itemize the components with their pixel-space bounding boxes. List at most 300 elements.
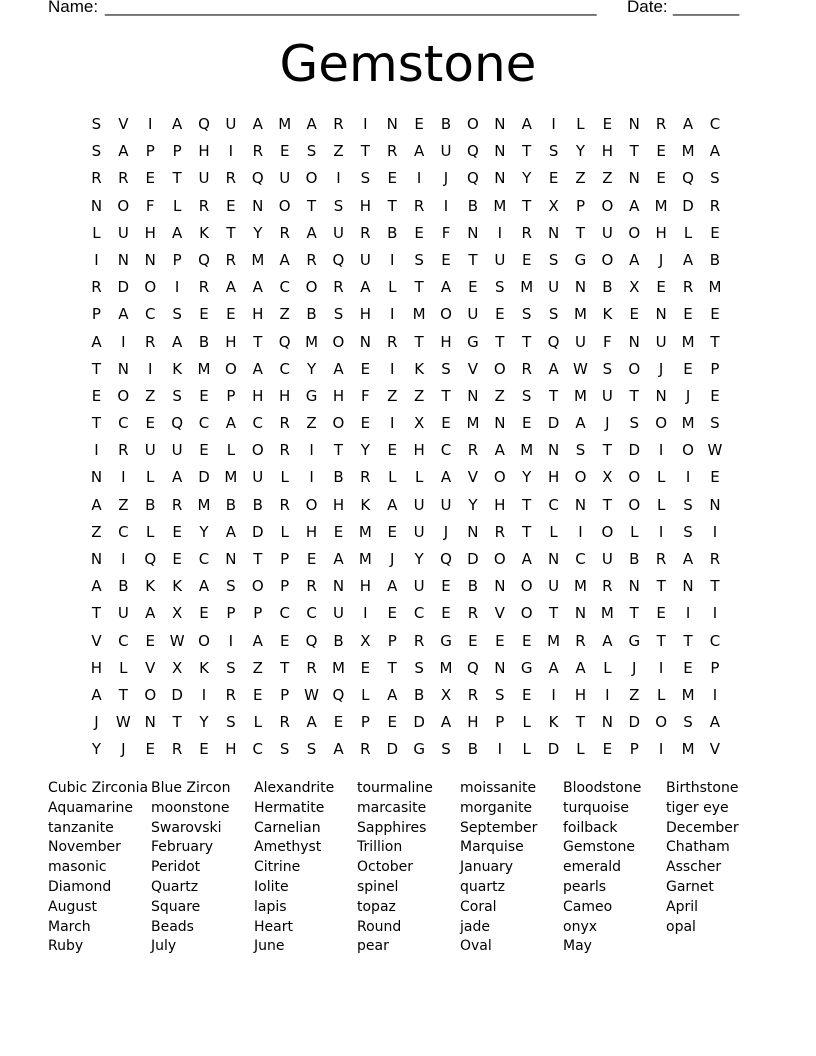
grid-letter[interactable]: Y: [253, 223, 263, 242]
grid-letter[interactable]: I: [228, 631, 234, 650]
grid-letter[interactable]: I: [363, 604, 368, 623]
grid-letter[interactable]: E: [441, 250, 451, 269]
grid-letter[interactable]: T: [468, 250, 478, 269]
grid-letter[interactable]: S: [441, 359, 451, 378]
grid-letter[interactable]: H: [225, 332, 237, 351]
grid-letter[interactable]: I: [336, 169, 341, 188]
grid-letter[interactable]: R: [306, 577, 317, 596]
grid-letter[interactable]: A: [494, 441, 505, 460]
grid-letter[interactable]: O: [117, 386, 130, 405]
grid-letter[interactable]: U: [144, 441, 156, 460]
grid-letter[interactable]: E: [91, 386, 102, 405]
grid-letter[interactable]: O: [467, 115, 479, 133]
grid-letter[interactable]: R: [225, 169, 237, 188]
grid-letter[interactable]: R: [279, 713, 290, 732]
grid-letter[interactable]: N: [547, 550, 560, 568]
grid-letter[interactable]: I: [658, 658, 664, 677]
grid-letter[interactable]: M: [574, 305, 587, 324]
grid-letter[interactable]: L: [656, 468, 666, 487]
grid-letter[interactable]: E: [683, 305, 693, 324]
grid-letter[interactable]: R: [198, 278, 210, 297]
grid-letter[interactable]: V: [91, 631, 102, 650]
grid-letter[interactable]: E: [602, 740, 613, 759]
grid-letter[interactable]: Z: [145, 386, 156, 405]
grid-letter[interactable]: T: [629, 142, 639, 161]
grid-letter[interactable]: E: [333, 522, 344, 541]
grid-letter[interactable]: R: [225, 685, 237, 704]
grid-letter[interactable]: N: [628, 577, 640, 596]
grid-letter[interactable]: O: [493, 468, 506, 487]
grid-letter[interactable]: R: [709, 196, 721, 215]
grid-letter[interactable]: W: [304, 685, 319, 704]
grid-letter[interactable]: S: [683, 522, 693, 541]
grid-letter[interactable]: U: [252, 468, 264, 487]
grid-letter[interactable]: T: [280, 658, 290, 677]
grid-letter[interactable]: A: [306, 115, 317, 133]
grid-letter[interactable]: M: [251, 250, 265, 269]
grid-letter[interactable]: W: [115, 713, 131, 732]
grid-letter[interactable]: C: [118, 414, 129, 433]
grid-letter[interactable]: R: [413, 631, 425, 650]
grid-letter[interactable]: R: [521, 223, 532, 242]
grid-letter[interactable]: D: [547, 740, 560, 759]
grid-letter[interactable]: O: [520, 577, 533, 596]
grid-letter[interactable]: C: [709, 631, 721, 650]
grid-letter[interactable]: A: [91, 495, 102, 514]
grid-letter[interactable]: X: [548, 196, 559, 215]
grid-letter[interactable]: B: [602, 278, 613, 297]
grid-letter[interactable]: Z: [629, 685, 640, 704]
grid-letter[interactable]: N: [467, 386, 479, 405]
grid-letter[interactable]: N: [547, 223, 560, 242]
grid-letter[interactable]: Z: [413, 386, 425, 405]
grid-letter[interactable]: B: [709, 250, 721, 269]
grid-letter[interactable]: E: [521, 631, 532, 650]
grid-letter[interactable]: T: [253, 332, 263, 351]
grid-letter[interactable]: H: [655, 223, 667, 242]
grid-letter[interactable]: R: [655, 115, 667, 133]
grid-letter[interactable]: T: [575, 713, 586, 732]
grid-letter[interactable]: N: [117, 359, 129, 378]
grid-letter[interactable]: R: [387, 332, 398, 351]
grid-letter[interactable]: N: [574, 604, 587, 623]
grid-letter[interactable]: N: [494, 658, 506, 677]
grid-letter[interactable]: S: [602, 359, 613, 378]
grid-letter[interactable]: N: [494, 115, 506, 133]
grid-letter[interactable]: A: [629, 196, 640, 215]
grid-letter[interactable]: B: [467, 196, 479, 215]
grid-letter[interactable]: O: [117, 196, 130, 215]
grid-letter[interactable]: L: [280, 468, 289, 487]
grid-letter[interactable]: B: [467, 740, 479, 759]
grid-letter[interactable]: L: [549, 522, 558, 541]
date-field-line[interactable]: _______: [673, 0, 740, 16]
grid-letter[interactable]: M: [278, 115, 292, 133]
grid-letter[interactable]: L: [280, 522, 289, 541]
grid-letter[interactable]: M: [305, 332, 319, 351]
grid-letter[interactable]: U: [467, 305, 479, 324]
grid-letter[interactable]: N: [601, 713, 613, 732]
grid-letter[interactable]: T: [656, 577, 666, 596]
grid-letter[interactable]: H: [601, 142, 613, 161]
grid-letter[interactable]: S: [548, 142, 559, 161]
grid-letter[interactable]: R: [306, 658, 317, 677]
grid-letter[interactable]: X: [171, 658, 183, 677]
grid-letter[interactable]: Z: [118, 495, 129, 514]
grid-letter[interactable]: T: [522, 522, 532, 541]
grid-letter[interactable]: F: [441, 223, 451, 242]
grid-letter[interactable]: L: [683, 223, 693, 242]
grid-letter[interactable]: T: [387, 658, 397, 677]
grid-letter[interactable]: K: [360, 495, 371, 514]
grid-letter[interactable]: T: [172, 169, 182, 188]
grid-letter[interactable]: L: [576, 115, 585, 133]
grid-letter[interactable]: N: [574, 278, 587, 297]
grid-letter[interactable]: A: [252, 278, 263, 297]
grid-letter[interactable]: M: [439, 658, 453, 677]
grid-letter[interactable]: S: [548, 250, 559, 269]
grid-letter[interactable]: O: [332, 332, 345, 351]
grid-letter[interactable]: A: [387, 685, 398, 704]
grid-letter[interactable]: A: [91, 685, 102, 704]
grid-letter[interactable]: U: [574, 332, 586, 351]
grid-letter[interactable]: Y: [414, 550, 424, 568]
grid-letter[interactable]: A: [225, 414, 237, 433]
grid-letter[interactable]: M: [708, 278, 722, 297]
grid-letter[interactable]: M: [197, 359, 211, 378]
grid-letter[interactable]: L: [146, 468, 155, 487]
grid-letter[interactable]: O: [224, 359, 237, 378]
grid-letter[interactable]: C: [279, 359, 290, 378]
grid-letter[interactable]: C: [413, 604, 425, 623]
grid-letter[interactable]: N: [90, 196, 103, 215]
grid-letter[interactable]: J: [632, 658, 637, 677]
grid-letter[interactable]: T: [710, 577, 720, 596]
grid-letter[interactable]: O: [520, 604, 533, 623]
grid-letter[interactable]: L: [522, 713, 531, 732]
grid-letter[interactable]: I: [228, 142, 234, 161]
grid-letter[interactable]: D: [117, 278, 130, 297]
grid-letter[interactable]: T: [441, 386, 451, 405]
grid-letter[interactable]: I: [94, 250, 99, 269]
grid-letter[interactable]: A: [440, 468, 452, 487]
grid-letter[interactable]: U: [117, 223, 129, 242]
grid-letter[interactable]: J: [443, 522, 449, 541]
grid-letter[interactable]: Z: [575, 169, 586, 188]
grid-letter[interactable]: Q: [547, 332, 560, 351]
grid-letter[interactable]: H: [574, 685, 587, 704]
grid-letter[interactable]: D: [682, 196, 694, 215]
grid-letter[interactable]: C: [709, 115, 721, 133]
grid-letter[interactable]: E: [279, 142, 290, 161]
grid-letter[interactable]: O: [251, 577, 264, 596]
grid-letter[interactable]: T: [629, 604, 639, 623]
grid-letter[interactable]: L: [576, 740, 585, 759]
grid-letter[interactable]: R: [494, 522, 506, 541]
grid-letter[interactable]: A: [91, 577, 102, 596]
grid-letter[interactable]: B: [629, 550, 640, 568]
grid-letter[interactable]: Z: [602, 169, 613, 188]
grid-letter[interactable]: S: [683, 495, 693, 514]
grid-letter[interactable]: I: [121, 332, 126, 351]
grid-letter[interactable]: G: [413, 740, 425, 759]
grid-letter[interactable]: S: [414, 250, 424, 269]
grid-letter[interactable]: Y: [522, 468, 532, 487]
grid-letter[interactable]: E: [253, 685, 263, 704]
grid-letter[interactable]: E: [279, 631, 290, 650]
grid-letter[interactable]: T: [414, 332, 424, 351]
grid-letter[interactable]: S: [226, 713, 236, 732]
grid-letter[interactable]: E: [172, 550, 182, 568]
grid-letter[interactable]: E: [468, 278, 478, 297]
grid-letter[interactable]: A: [387, 577, 398, 596]
grid-letter[interactable]: T: [387, 196, 397, 215]
grid-letter[interactable]: B: [387, 223, 398, 242]
grid-letter[interactable]: U: [494, 250, 506, 269]
grid-letter[interactable]: J: [658, 359, 664, 378]
grid-letter[interactable]: R: [360, 468, 371, 487]
grid-letter[interactable]: M: [466, 414, 480, 433]
grid-letter[interactable]: I: [309, 468, 314, 487]
grid-letter[interactable]: R: [225, 250, 237, 269]
grid-letter[interactable]: E: [468, 631, 478, 650]
grid-letter[interactable]: N: [494, 142, 506, 161]
grid-letter[interactable]: P: [360, 713, 370, 732]
grid-letter[interactable]: L: [414, 468, 424, 487]
grid-letter[interactable]: G: [440, 631, 452, 650]
grid-letter[interactable]: K: [199, 223, 209, 242]
grid-letter[interactable]: Q: [144, 550, 157, 568]
grid-letter[interactable]: V: [467, 359, 479, 378]
grid-letter[interactable]: I: [605, 685, 610, 704]
grid-letter[interactable]: A: [252, 359, 263, 378]
grid-letter[interactable]: L: [253, 713, 262, 732]
grid-letter[interactable]: X: [440, 685, 452, 704]
grid-letter[interactable]: M: [358, 550, 372, 568]
grid-letter[interactable]: N: [655, 305, 667, 324]
grid-letter[interactable]: E: [306, 550, 317, 568]
grid-letter[interactable]: L: [603, 658, 612, 677]
grid-letter[interactable]: N: [90, 550, 103, 568]
grid-letter[interactable]: N: [467, 223, 479, 242]
grid-letter[interactable]: K: [172, 577, 183, 596]
grid-letter[interactable]: H: [547, 468, 560, 487]
grid-letter[interactable]: K: [172, 359, 183, 378]
grid-letter[interactable]: K: [199, 658, 209, 677]
grid-letter[interactable]: Y: [575, 142, 586, 161]
grid-letter[interactable]: E: [145, 169, 155, 188]
grid-letter[interactable]: E: [710, 305, 720, 324]
grid-letter[interactable]: O: [601, 250, 614, 269]
grid-letter[interactable]: P: [629, 740, 639, 759]
grid-letter[interactable]: U: [440, 495, 452, 514]
grid-letter[interactable]: B: [440, 115, 452, 133]
grid-letter[interactable]: A: [279, 250, 290, 269]
grid-letter[interactable]: I: [390, 305, 395, 324]
grid-letter[interactable]: G: [628, 631, 641, 650]
grid-letter[interactable]: T: [172, 713, 182, 732]
grid-letter[interactable]: I: [578, 522, 583, 541]
grid-letter[interactable]: A: [306, 713, 317, 732]
grid-letter[interactable]: U: [655, 332, 667, 351]
grid-letter[interactable]: I: [363, 115, 368, 133]
grid-letter[interactable]: O: [628, 223, 641, 242]
grid-letter[interactable]: Q: [332, 685, 345, 704]
grid-letter[interactable]: H: [198, 142, 210, 161]
grid-letter[interactable]: Y: [199, 713, 209, 732]
grid-letter[interactable]: E: [360, 414, 371, 433]
grid-letter[interactable]: U: [440, 142, 452, 161]
grid-letter[interactable]: U: [548, 278, 560, 297]
grid-letter[interactable]: P: [172, 142, 182, 161]
grid-letter[interactable]: I: [390, 414, 395, 433]
grid-letter[interactable]: M: [331, 658, 345, 677]
grid-letter[interactable]: C: [118, 522, 129, 541]
grid-letter[interactable]: S: [495, 685, 505, 704]
grid-letter[interactable]: G: [520, 658, 533, 677]
grid-letter[interactable]: A: [225, 278, 237, 297]
grid-letter[interactable]: L: [119, 658, 128, 677]
grid-letter[interactable]: T: [253, 550, 263, 568]
grid-letter[interactable]: D: [628, 713, 641, 732]
grid-letter[interactable]: O: [305, 495, 318, 514]
grid-letter[interactable]: H: [413, 441, 425, 460]
grid-letter[interactable]: E: [414, 223, 424, 242]
grid-letter[interactable]: U: [279, 169, 291, 188]
grid-letter[interactable]: U: [601, 550, 613, 568]
grid-letter[interactable]: H: [359, 196, 371, 215]
grid-letter[interactable]: B: [306, 305, 317, 324]
grid-letter[interactable]: J: [443, 169, 449, 188]
grid-letter[interactable]: E: [710, 223, 720, 242]
grid-letter[interactable]: Z: [387, 386, 398, 405]
grid-letter[interactable]: V: [145, 658, 156, 677]
grid-letter[interactable]: B: [413, 685, 425, 704]
grid-letter[interactable]: V: [709, 740, 721, 759]
grid-letter[interactable]: A: [145, 604, 156, 623]
grid-letter[interactable]: H: [305, 522, 318, 541]
grid-letter[interactable]: T: [549, 604, 559, 623]
grid-letter[interactable]: P: [226, 386, 236, 405]
grid-letter[interactable]: M: [520, 278, 534, 297]
grid-letter[interactable]: M: [574, 386, 587, 405]
grid-letter[interactable]: I: [685, 468, 691, 487]
grid-letter[interactable]: H: [252, 305, 264, 324]
grid-letter[interactable]: R: [118, 441, 129, 460]
grid-letter[interactable]: C: [306, 604, 317, 623]
grid-letter[interactable]: I: [174, 278, 180, 297]
grid-letter[interactable]: P: [91, 305, 101, 324]
grid-letter[interactable]: V: [118, 115, 129, 133]
grid-letter[interactable]: E: [145, 414, 155, 433]
grid-letter[interactable]: E: [199, 441, 209, 460]
grid-letter[interactable]: X: [171, 604, 183, 623]
grid-letter[interactable]: M: [197, 495, 211, 514]
grid-letter[interactable]: S: [226, 577, 236, 596]
grid-letter[interactable]: T: [118, 685, 128, 704]
grid-letter[interactable]: O: [601, 196, 614, 215]
grid-letter[interactable]: H: [332, 495, 345, 514]
grid-letter[interactable]: N: [90, 468, 103, 487]
grid-letter[interactable]: I: [390, 359, 395, 378]
grid-letter[interactable]: R: [91, 278, 102, 297]
grid-letter[interactable]: A: [440, 713, 452, 732]
grid-letter[interactable]: R: [279, 495, 290, 514]
grid-letter[interactable]: Y: [468, 495, 478, 514]
grid-letter[interactable]: I: [551, 685, 556, 704]
grid-letter[interactable]: A: [118, 142, 129, 161]
grid-letter[interactable]: E: [629, 305, 639, 324]
grid-letter[interactable]: N: [359, 332, 371, 351]
grid-letter[interactable]: E: [521, 250, 532, 269]
grid-letter[interactable]: R: [91, 169, 102, 188]
grid-letter[interactable]: Q: [467, 658, 479, 677]
grid-letter[interactable]: S: [548, 305, 559, 324]
grid-letter[interactable]: O: [682, 441, 694, 460]
grid-letter[interactable]: L: [522, 740, 531, 759]
grid-letter[interactable]: R: [171, 495, 183, 514]
grid-letter[interactable]: S: [91, 142, 102, 161]
grid-letter[interactable]: E: [495, 305, 505, 324]
grid-letter[interactable]: O: [655, 713, 668, 732]
grid-letter[interactable]: U: [413, 522, 425, 541]
grid-letter[interactable]: N: [682, 577, 694, 596]
grid-letter[interactable]: S: [279, 740, 290, 759]
grid-letter[interactable]: I: [416, 169, 422, 188]
grid-letter[interactable]: C: [548, 495, 559, 514]
grid-letter[interactable]: A: [414, 142, 425, 161]
grid-letter[interactable]: M: [412, 305, 426, 324]
grid-letter[interactable]: L: [630, 522, 639, 541]
grid-letter[interactable]: U: [601, 223, 613, 242]
grid-letter[interactable]: S: [441, 740, 451, 759]
grid-letter[interactable]: E: [656, 142, 666, 161]
grid-letter[interactable]: A: [575, 658, 586, 677]
grid-letter[interactable]: J: [605, 414, 610, 433]
grid-letter[interactable]: R: [387, 142, 398, 161]
grid-letter[interactable]: F: [145, 196, 155, 215]
grid-letter[interactable]: P: [280, 550, 290, 568]
grid-letter[interactable]: N: [332, 577, 345, 596]
grid-letter[interactable]: Q: [332, 250, 345, 269]
grid-letter[interactable]: T: [549, 386, 559, 405]
grid-letter[interactable]: U: [548, 577, 560, 596]
grid-letter[interactable]: K: [602, 305, 613, 324]
grid-letter[interactable]: D: [171, 685, 183, 704]
grid-letter[interactable]: N: [628, 169, 640, 188]
grid-letter[interactable]: G: [574, 250, 587, 269]
grid-letter[interactable]: E: [333, 713, 344, 732]
grid-letter[interactable]: O: [655, 414, 668, 433]
grid-letter[interactable]: N: [467, 522, 479, 541]
grid-letter[interactable]: N: [494, 414, 506, 433]
grid-letter[interactable]: E: [683, 658, 693, 677]
grid-letter[interactable]: N: [628, 115, 640, 133]
grid-letter[interactable]: E: [226, 196, 236, 215]
grid-letter[interactable]: E: [199, 386, 209, 405]
grid-letter[interactable]: S: [360, 169, 371, 188]
grid-letter[interactable]: L: [656, 685, 666, 704]
grid-letter[interactable]: H: [359, 305, 371, 324]
grid-letter[interactable]: A: [575, 414, 586, 433]
grid-letter[interactable]: Q: [467, 169, 479, 188]
grid-letter[interactable]: Y: [360, 441, 370, 460]
grid-letter[interactable]: C: [252, 740, 264, 759]
grid-letter[interactable]: A: [333, 550, 344, 568]
grid-letter[interactable]: A: [521, 115, 532, 133]
grid-letter[interactable]: Y: [522, 169, 532, 188]
grid-letter[interactable]: S: [414, 658, 424, 677]
